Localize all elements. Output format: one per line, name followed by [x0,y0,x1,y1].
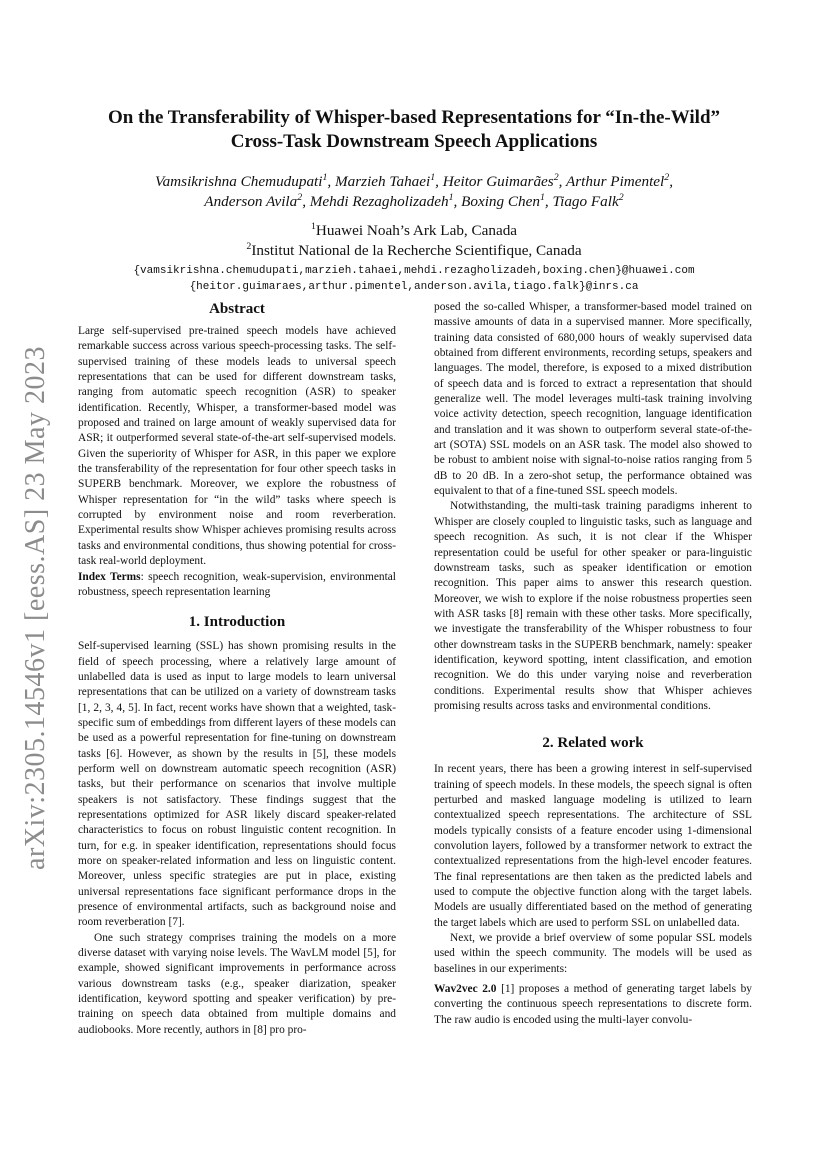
index-terms-text: : speech recognition, weak-supervision, environmental robustness, speech representation learning [78,570,396,598]
intro-paragraph-2-text: One such strategy comprises training the models on a more diverse dataset with varying noise levels. The WavLM model [5], for example, showed significant improvements in performance across various downstream tasks (e.g., speaker diarization, speaker identification, keyword spotting and speaker verification) by pre-training on speech data obtained from multiple domains and audiobooks. More recently, authors in [8] pro pro- [78,931,396,1036]
affiliation-mark: 2 [664,171,670,183]
index-terms-label: Index Terms [78,570,141,583]
affiliations [60,221,768,261]
intro-paragraph-2 [78,931,396,1038]
author-name: Tiago Falk [552,193,619,210]
related-paragraph-3 [434,982,752,1028]
email-line-1[interactable]: {vamsikrishna.chemudupati,marzieh.tahaei,mehdi.rezagholizadeh,boxing.chen}@huawei.com [133,265,695,277]
affiliation-1 [60,221,768,241]
affiliation-mark: 1 [322,171,328,183]
title-line-2: Cross-Task Downstream Speech Applications [230,131,598,152]
related-work-heading: 2. Related work [542,735,644,752]
author-name: Boxing Chen [461,193,540,210]
left-column [78,300,396,1038]
author-separator: , [544,193,553,210]
paper-title [60,106,768,154]
title-line-1: On the Transferability of Whisper-based Representations for “In-the-Wild” [107,107,721,128]
author-name: Anderson Avila [204,193,298,210]
intro-paragraph-3: Notwithstanding, the multi-task training paradigms inherent to Whisper are closely coupled to linguistic tasks, such as language and speech recognition. As such, it is not clear if the Whisper representation could be useful for other speaker or para-linguistic downstream tasks, such as speaker identification or emotion recognition. This paper aims to answer this research question. Moreover, we wish to explore if the noise robustness properties seen with ASR tasks [8] remain with these other tasks. More specifically, we investigate the transferability of the Whisper robustness to four other downstream tasks in the SUPERB benchmark, namely: speaker identification, keyword spotting, intent classification, and emotion recognition. We do this under varying noise and reverberation conditions. Experimental results show that Whisper achieves promising results across tasks and environmental conditions. [434,500,752,712]
email-line-2[interactable]: {heitor.guimaraes,arthur.pimentel,anderson.avila,tiago.falk}@inrs.ca [189,281,639,293]
author-line-2 [60,192,768,212]
wav2vec-text: [1] proposes a method of generating target labels by converting the continuous speech representations to discrete form. The raw audio is encoded using the multi-layer convolu- [434,983,752,1026]
affiliation-number: 2 [246,240,252,252]
wav2vec-label: Wav2vec 2.0 [434,983,497,996]
index-terms [78,570,396,601]
author-separator: , [453,193,462,210]
author-separator: , [558,173,566,190]
arxiv-identifier-stamp [16,345,56,870]
author-name: Arthur Pimentel [565,173,665,190]
author-separator: , [302,193,310,210]
author-separator: , [669,173,673,190]
affiliation-name: Huawei Noah’s Ark Lab, Canada [315,222,518,239]
affiliation-mark: 1 [448,191,454,203]
right-column [434,300,752,1028]
author-separator: , [435,173,443,190]
arxiv-stamp-text: arXiv:2305.14546v1 [eess.AS] 23 May 2023 [20,345,51,870]
author-separator: , [327,173,336,190]
affiliation-mark: 1 [539,191,545,203]
affiliation-mark: 2 [297,191,303,203]
introduction-heading: 1. Introduction [188,614,286,631]
affiliation-mark: 1 [430,171,436,183]
related-paragraph-2: Next, we provide a brief overview of some popular SSL models used within the speech community. The models will be used as baselines in our experiments: [434,932,752,975]
intro-paragraph-2-continued: posed the so-called Whisper, a transformer-based model trained on massive amounts of data in a supervised manner. More specifically, training data consisted of 680,000 hours of weakly supervised data obtained from different environments, recording setups, speakers and languages. The model, therefore, is exposed to a mixed distribution of speech data and is forced to extract a representation that should generalize well. The model leverages multi-task training involving voice activity detection, speech recognition, language identification and translation and it was shown to outperform several state-of-the-art (SOTA) SSL models on an ASR task. The model also showed to be robust to ambient noise with signal-to-noise ratios ranging from 5 dB to 20 dB. In a zero-shot setup, the performance obtained was equivalent to that of a fine-tuned SSL speech models. [434,301,752,498]
author-emails [60,263,768,295]
affiliation-number: 1 [310,220,316,232]
abstract-heading: Abstract [209,301,265,317]
author-line-1 [60,172,768,192]
author-list [60,172,768,212]
abstract-text: Large self-supervised pre-trained speech models have achieved remarkable success across various speech-processing tasks. The self-supervised training of these models leads to universal speech representations that can be used for different downstream tasks, ranging from automatic speech recognition (ASR) to speaker identification. Recently, Whisper, a transformer-based model was proposed and trained on large amount of weakly supervised data for ASR; it outperformed several state-of-the-art self-supervised models. Given the superiority of Whisper for ASR, in this paper we explore the transferability of the representation for four other speech tasks in SUPERB benchmark. Moreover, we explore the robustness of Whisper representation for “in the wild” tasks where speech is corrupted by environment noise and room reverberation. Experimental results show Whisper achieves promising results across tasks and environmental conditions, thus showing potential for cross-task real-world deployment. [78,325,396,568]
affiliation-name: Institut National de la Recherche Scientifique, Canada [251,242,582,259]
related-paragraph-1: In recent years, there has been a growing interest in self-supervised training of speech models. In these models, the speech signal is often perturbed and masked language modeling is utilized to learn contextualized speech representations. The architecture of SSL models typically consists of a feature encoder using 1-dimensional convolution layers, followed by a transformer network to extract the contextualized representations from the high-level encoder features. The final representations are then taken as the predicted labels and used to compute the objective function along with the target labels. Models are usually differentiated based on the method of generating the target labels which are used to perform SSL on unlabelled data. [434,763,752,929]
affiliation-mark: 2 [553,171,559,183]
author-name: Marzieh Tahaei [335,173,431,190]
intro-paragraph-1: Self-supervised learning (SSL) has shown promising results in the field of speech processing, where a relatively large amount of unlabelled data is used as input to large models to learn universal representations that can be utilized on a variety of downstream tasks [1, 2, 3, 4, 5]. In fact, recent works have shown that a weighted, task-specific sum of embeddings from different layers of these models can be used as a powerful representation for fine-tuning on downstream tasks [6]. However, as shown by the results in [5], these models perform well on downstream automatic speech recognition (ASR) tasks, but their performance on scenarios that involve multiple speakers is not satisfactory. These findings suggest that the representations optimized for ASR likely discard speaker-related characteristics to focus on robust linguistic content recognition. In turn, for e.g. in speaker identification, representations should focus more on speaker-related information and less on linguistic content. Moreover, unless specific strategies are put in place, existing universal representations face significant performance drops in the presence of environmental artifacts, such as background noise and room reverberation [7]. [78,640,396,929]
author-name: Vamsikrishna Chemudupati [155,173,323,190]
affiliation-mark: 2 [618,191,624,203]
author-name: Mehdi Rezagholizadeh [309,193,449,210]
author-name: Heitor Guimarães [442,173,554,190]
affiliation-2 [60,241,768,261]
